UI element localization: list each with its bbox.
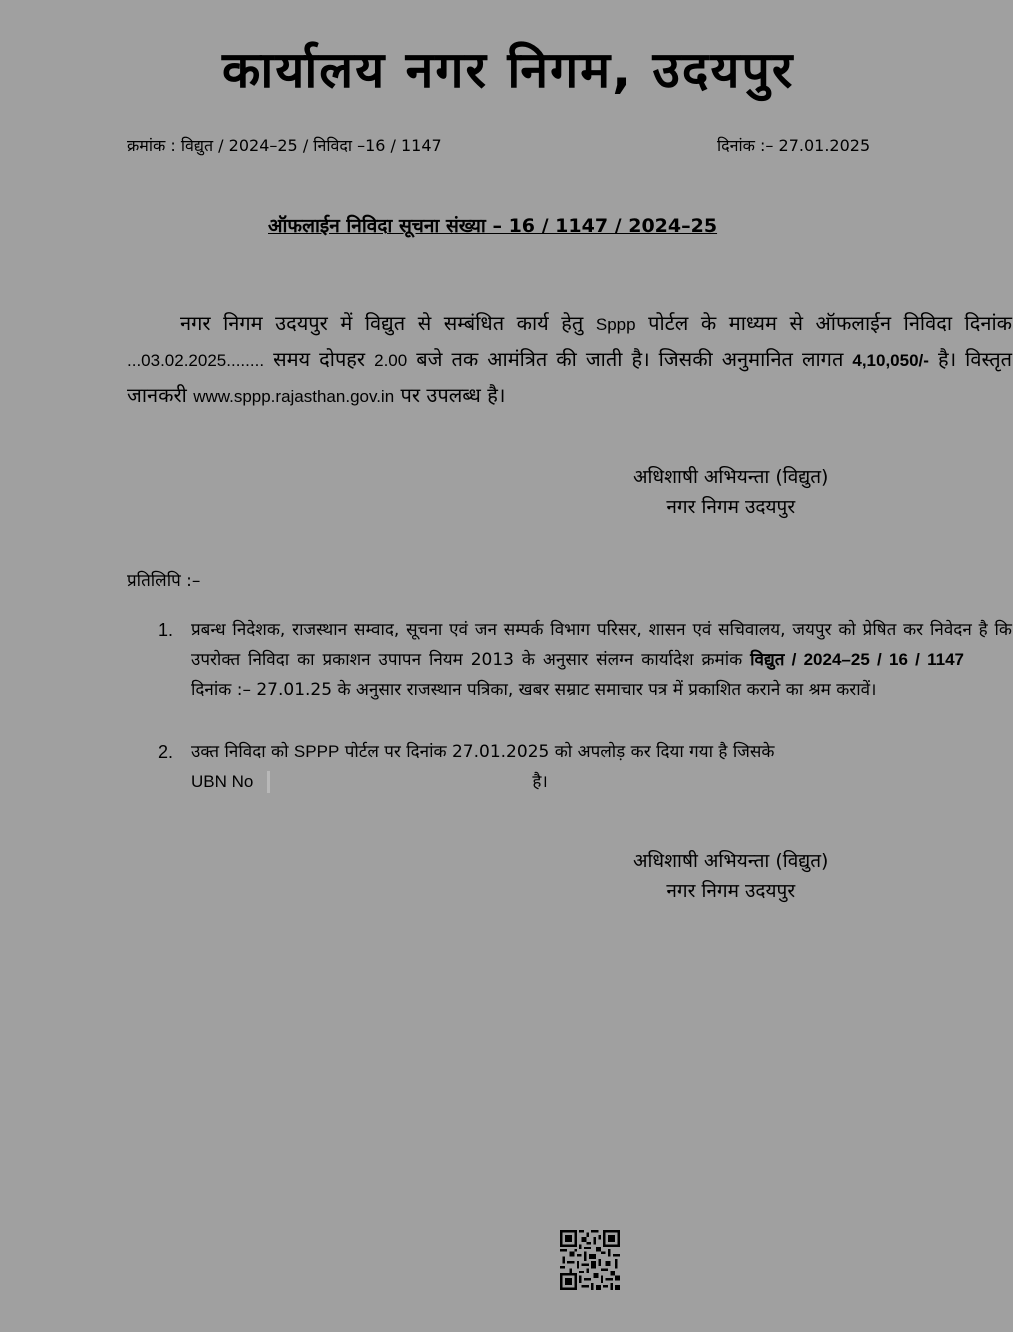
item-number: 2. — [158, 742, 174, 762]
sppp-label: SPPP — [293, 742, 340, 761]
copy-to-item-2 — [158, 737, 1012, 797]
page-title: कार्यालय नगर निगम, उदयपुर — [222, 41, 795, 99]
tender-time: 2.00 — [374, 351, 408, 370]
signature-block-1 — [633, 462, 828, 522]
order-number: विद्युत / 2024–25 / 16 / 1147 — [750, 650, 965, 669]
item-text-cont: दिनांक :– 27.01.25 के अनुसार राजस्थान पत्रिका, खबर सम्राट समाचार पत्र में प्रकाशित कराने का श्रम करावें। — [191, 680, 877, 700]
body-text-3: समय दोपहर — [273, 347, 366, 371]
ubn-value-blank — [267, 771, 528, 793]
item-text: उक्त निविदा को — [191, 742, 289, 762]
signature-office: नगर निगम उदयपुर — [666, 880, 796, 902]
reference-number: क्रमांक : विद्युत / 2024–25 / निविदा –16 / 1147 — [127, 136, 442, 155]
copy-to-item-1 — [158, 615, 1012, 705]
sppp-label: Sppp — [595, 315, 636, 334]
body-text-2: पोर्टल के माध्यम से ऑफलाईन निविदा दिनांक — [648, 311, 1012, 335]
body-text-5: है। विस्तृत जानकरी — [127, 347, 1013, 407]
ubn-label: UBN No — [191, 772, 254, 791]
body-text-6: पर उपलब्ध है। — [400, 383, 506, 407]
notice-body — [127, 306, 1012, 414]
item-number: 1. — [158, 620, 174, 640]
signature-office: नगर निगम उदयपुर — [666, 496, 796, 518]
copy-to-heading: प्रतिलिपि :– — [127, 571, 201, 591]
tender-date: ...03.02.2025........ — [127, 351, 265, 370]
item-text-cont: पोर्टल पर दिनांक 27.01.2025 को अपलोड़ कर दिया गया है जिसके — [344, 742, 775, 762]
signature-designation: अधिशाषी अभियन्ता (विद्युत) — [633, 850, 829, 872]
issue-date: दिनांक :– 27.01.2025 — [717, 136, 871, 155]
estimated-cost: 4,10,050/- — [852, 351, 929, 370]
signature-block-2 — [633, 846, 828, 906]
website-link: www.sppp.rajasthan.gov.in — [193, 387, 395, 406]
notice-subject: ऑफलाईन निविदा सूचना संख्या – 16 / 1147 / 2024–25 — [268, 215, 718, 237]
item-text: प्रबन्ध निदेशक, राजस्थान सम्वाद, सूचना एवं जन सम्पर्क विभाग परिसर, शासन एवं सचिवालय, जयपुर को प्रेषित कर निवेदन है कि उपरोक्त निविदा का प्रकाशन उपापन नियम 2013 के अनुसार संलग्न कार्यादेश क्रमांक — [191, 620, 1012, 670]
body-text-1: नगर निगम उदयपुर में विद्युत से सम्बंधित कार्य हेतु — [180, 311, 584, 335]
body-text-4: बजे तक आमंत्रित की जाती है। जिसकी अनुमानित लागत — [416, 347, 844, 371]
qr-code-icon — [560, 1230, 620, 1290]
signature-designation: अधिशाषी अभियन्ता (विद्युत) — [633, 466, 829, 488]
item-text-end: है। — [532, 772, 548, 792]
